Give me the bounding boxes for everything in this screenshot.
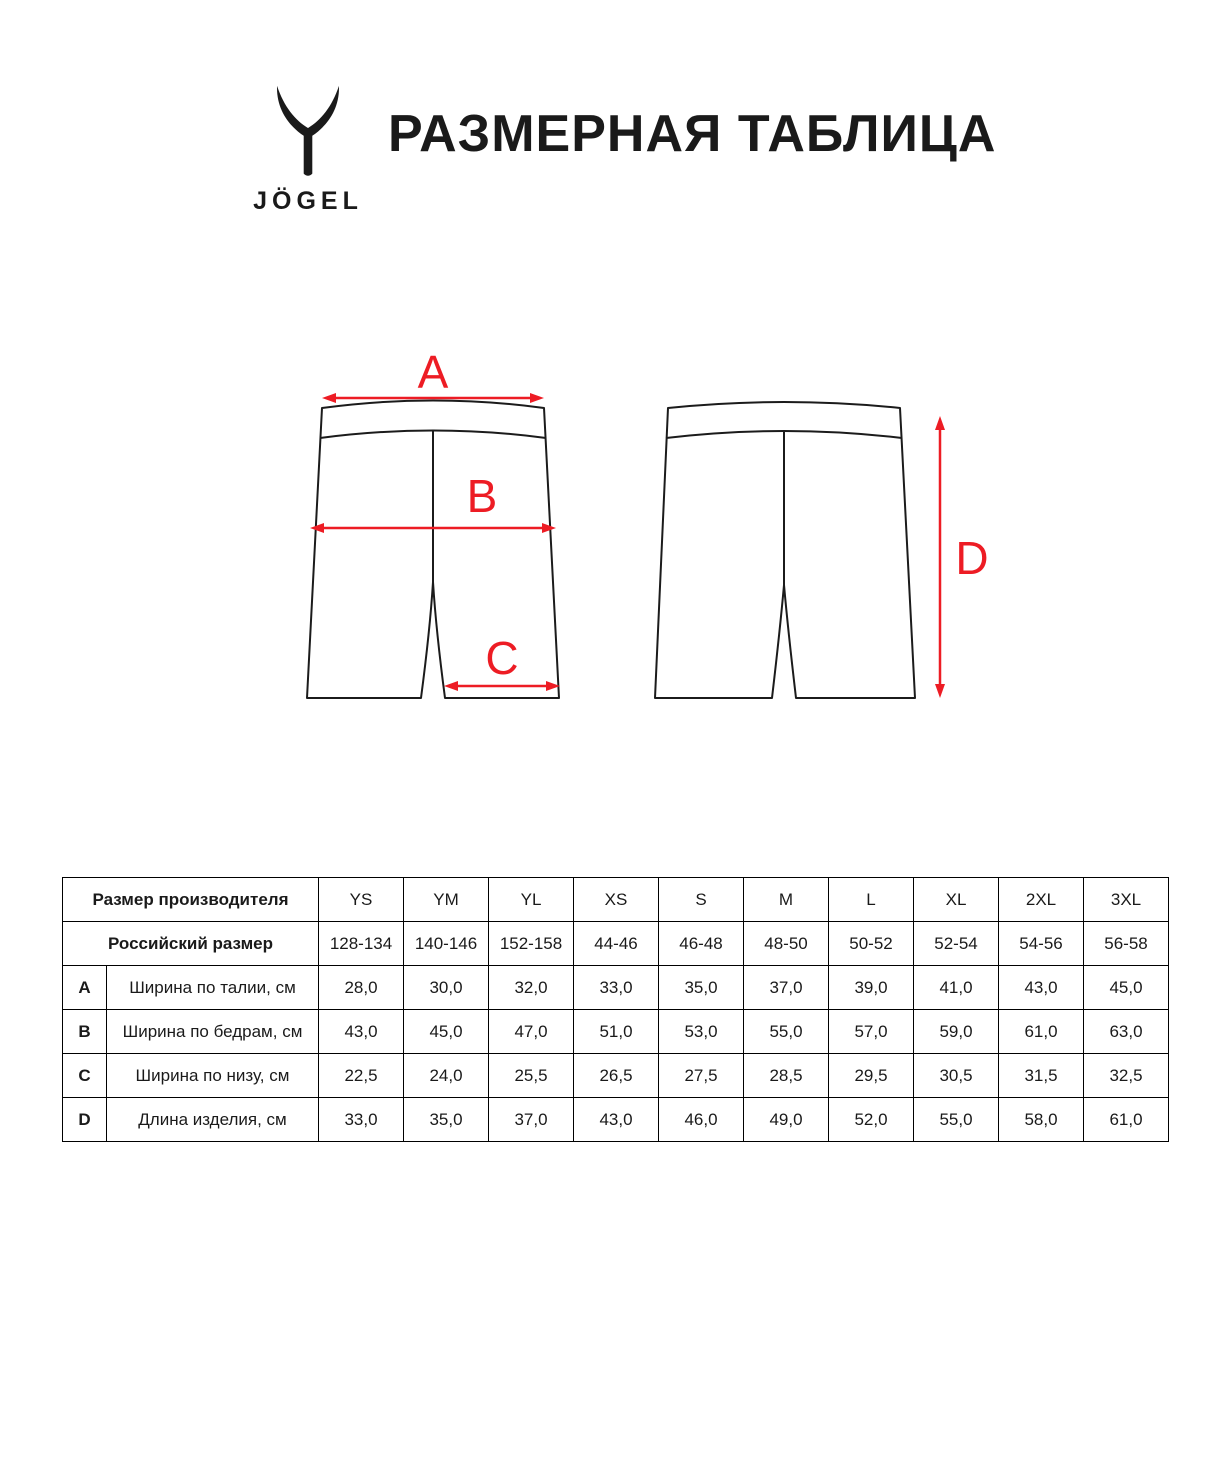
- measurement-cell: 24,0: [404, 1054, 489, 1098]
- size-range-cell: 52-54: [914, 922, 999, 966]
- measurement-cell: 45,0: [1084, 966, 1169, 1010]
- shorts-back-view: [655, 402, 915, 698]
- dimension-label-d: D: [955, 532, 989, 584]
- measurement-cell: 28,5: [744, 1054, 829, 1098]
- table-row-russian-size: [63, 922, 1169, 966]
- dimension-letter-cell: A: [63, 966, 107, 1010]
- size-code-cell: YM: [404, 878, 489, 922]
- row-label: Российский размер: [63, 922, 319, 966]
- dimension-name-cell: Ширина по талии, см: [107, 966, 319, 1010]
- table-row-measure-b: [63, 1010, 1169, 1054]
- size-code-cell: 2XL: [999, 878, 1084, 922]
- measurement-cell: 59,0: [914, 1010, 999, 1054]
- size-code-cell: YL: [489, 878, 574, 922]
- dimension-arrows: [310, 393, 945, 698]
- measurement-cell: 33,0: [574, 966, 659, 1010]
- measurement-cell: 32,0: [489, 966, 574, 1010]
- measurement-cell: 51,0: [574, 1010, 659, 1054]
- measurement-cell: 52,0: [829, 1098, 914, 1142]
- dimension-name-cell: Длина изделия, см: [107, 1098, 319, 1142]
- size-code-cell: L: [829, 878, 914, 922]
- brand-wordmark: JÖGEL: [253, 187, 363, 215]
- measurement-cell: 27,5: [659, 1054, 744, 1098]
- measurement-cell: 43,0: [319, 1010, 404, 1054]
- jogel-logo-icon: [265, 84, 351, 179]
- measurement-cell: 61,0: [999, 1010, 1084, 1054]
- measurement-cell: 53,0: [659, 1010, 744, 1054]
- table-row-measure-c: [63, 1054, 1169, 1098]
- measurement-cell: 63,0: [1084, 1010, 1169, 1054]
- measurement-cell: 55,0: [914, 1098, 999, 1142]
- table-row-manufacturer-size: [63, 878, 1169, 922]
- dimension-label-b: B: [466, 470, 498, 522]
- measurement-cell: 37,0: [489, 1098, 574, 1142]
- size-range-cell: 128-134: [319, 922, 404, 966]
- measurement-cell: 33,0: [319, 1098, 404, 1142]
- dimension-name-cell: Ширина по бедрам, см: [107, 1010, 319, 1054]
- table-row-measure-a: [63, 966, 1169, 1010]
- measurement-cell: 26,5: [574, 1054, 659, 1098]
- measurement-cell: 46,0: [659, 1098, 744, 1142]
- measurement-cell: 32,5: [1084, 1054, 1169, 1098]
- size-code-cell: S: [659, 878, 744, 922]
- measurement-cell: 45,0: [404, 1010, 489, 1054]
- measurement-cell: 49,0: [744, 1098, 829, 1142]
- size-range-cell: 140-146: [404, 922, 489, 966]
- arrow-d-length: [935, 416, 945, 698]
- size-code-cell: YS: [319, 878, 404, 922]
- dimension-name-cell: Ширина по низу, см: [107, 1054, 319, 1098]
- measurement-cell: 58,0: [999, 1098, 1084, 1142]
- size-range-cell: 54-56: [999, 922, 1084, 966]
- measurement-cell: 22,5: [319, 1054, 404, 1098]
- size-code-cell: M: [744, 878, 829, 922]
- measurement-cell: 30,5: [914, 1054, 999, 1098]
- measurement-cell: 61,0: [1084, 1098, 1169, 1142]
- dimension-letter-cell: D: [63, 1098, 107, 1142]
- dimension-letter-cell: C: [63, 1054, 107, 1098]
- shorts-measurement-diagram: [250, 330, 1010, 730]
- size-table: [62, 877, 1169, 1142]
- dimension-label-c: C: [485, 632, 519, 684]
- size-range-cell: 152-158: [489, 922, 574, 966]
- measurement-cell: 39,0: [829, 966, 914, 1010]
- size-code-cell: XS: [574, 878, 659, 922]
- size-range-cell: 50-52: [829, 922, 914, 966]
- measurement-cell: 35,0: [404, 1098, 489, 1142]
- measurement-cell: 41,0: [914, 966, 999, 1010]
- measurement-cell: 31,5: [999, 1054, 1084, 1098]
- measurement-cell: 28,0: [319, 966, 404, 1010]
- measurement-cell: 57,0: [829, 1010, 914, 1054]
- measurement-cell: 55,0: [744, 1010, 829, 1054]
- size-code-cell: XL: [914, 878, 999, 922]
- size-range-cell: 48-50: [744, 922, 829, 966]
- dimension-letter-cell: B: [63, 1010, 107, 1054]
- size-range-cell: 56-58: [1084, 922, 1169, 966]
- measurement-cell: 35,0: [659, 966, 744, 1010]
- measurement-cell: 29,5: [829, 1054, 914, 1098]
- measurement-cell: 47,0: [489, 1010, 574, 1054]
- measurement-cell: 43,0: [999, 966, 1084, 1010]
- page-title: РАЗМЕРНАЯ ТАБЛИЦА: [388, 105, 997, 163]
- size-range-cell: 46-48: [659, 922, 744, 966]
- size-code-cell: 3XL: [1084, 878, 1169, 922]
- dimension-label-a: A: [417, 346, 449, 398]
- brand-logo: [250, 84, 366, 216]
- measurement-cell: 25,5: [489, 1054, 574, 1098]
- shorts-front-view: [307, 401, 559, 699]
- measurement-cell: 43,0: [574, 1098, 659, 1142]
- table-row-measure-d: [63, 1098, 1169, 1142]
- measurement-cell: 30,0: [404, 966, 489, 1010]
- size-range-cell: 44-46: [574, 922, 659, 966]
- row-label: Размер производителя: [63, 878, 319, 922]
- measurement-cell: 37,0: [744, 966, 829, 1010]
